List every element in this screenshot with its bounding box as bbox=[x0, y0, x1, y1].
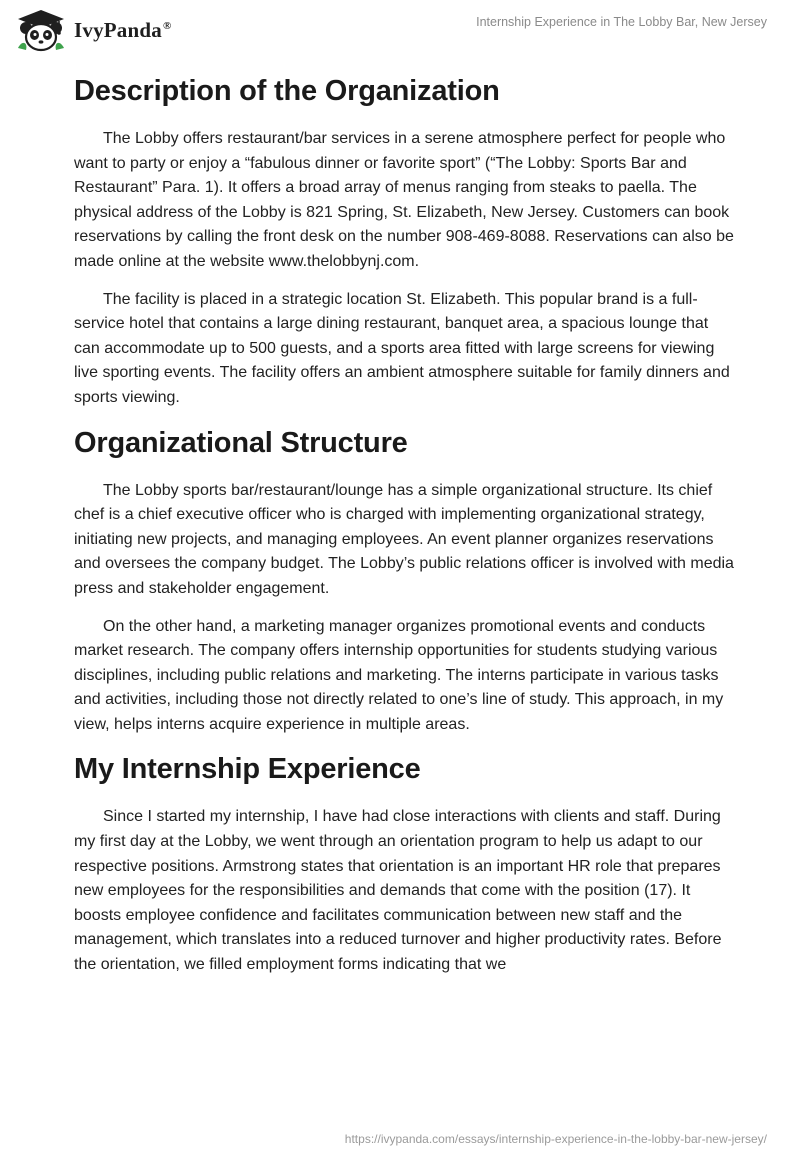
section-heading: My Internship Experience bbox=[74, 753, 421, 786]
paragraph: The Lobby offers restaurant/bar services in a serene atmosphere perfect for people who want to party or enjoy a “fabulous dinner or favorite sport” (“The Lobby: Sports Bar and Restaurant” Para. 1). It offers a broad array of menus ranging from steaks to paella. The physical address of the Lobby is 821 Spring, St. Elizabeth, New Jersey. Customers can book reservations by calling the front desk on the number 908-469-8088. Reservations can also be made online at the website www.thelobbynj.com. bbox=[74, 130, 734, 270]
panda-graduate-icon bbox=[14, 8, 68, 52]
section-heading: Organizational Structure bbox=[74, 426, 408, 459]
paragraph: The facility is placed in a strategic location St. Elizabeth. This popular brand is a full-service hotel that contains a large dining restaurant, banquet area, a spacious lounge that can accommodate up to 500 guests, and a sports area fitted with large screens for viewing live sporting events. The facility offers an ambient atmosphere suitable for family dinners and sports viewing. bbox=[74, 290, 730, 406]
section-heading: Description of the Organization bbox=[74, 75, 500, 107]
page-header bbox=[0, 0, 800, 70]
paragraph: On the other hand, a marketing manager organizes promotional events and conducts market research. The company offers internship opportunities for students studying various disciplines, including public relations and marketing. The interns participate in various tasks and activities, including those not directly related to one’s line of study. This approach, in my view, helps interns acquire experience in multiple areas. bbox=[74, 617, 724, 733]
logo-wordmark: IvyPanda® bbox=[74, 17, 172, 42]
section-description bbox=[74, 72, 734, 411]
paragraph: Since I started my internship, I have had close interactions with clients and staff. During my first day at the Lobby, we went through an orientation program to help us adapt to our respective positions. Armstrong states that orientation is an important HR role that prepares new employees for the responsibilities and demands that come with the position (17). It boosts employee confidence and facilitates communication between new staff and the management, which translates into a reduced turnover and higher productivity rates. Before the orientation, we filled employment forms indicating that we bbox=[74, 808, 722, 974]
section-experience bbox=[74, 750, 734, 977]
paragraph: The Lobby sports bar/restaurant/lounge has a simple organizational structure. Its chief chef is a chief executive officer who is charged with implementing organizational strategy, initiating new projects, and managing employees. An event planner organizes reservations and oversees the company budget. The Lobby’s public relations officer is involved with media press and stakeholder engagement. bbox=[74, 481, 734, 597]
essay-body bbox=[74, 72, 734, 991]
ivypanda-logo[interactable] bbox=[14, 8, 171, 52]
source-url[interactable]: https://ivypanda.com/essays/internship-experience-in-the-lobby-bar-new-jersey/ bbox=[344, 1132, 767, 1146]
document-title: Internship Experience in The Lobby Bar, New Jersey bbox=[476, 15, 767, 29]
section-structure bbox=[74, 424, 734, 738]
